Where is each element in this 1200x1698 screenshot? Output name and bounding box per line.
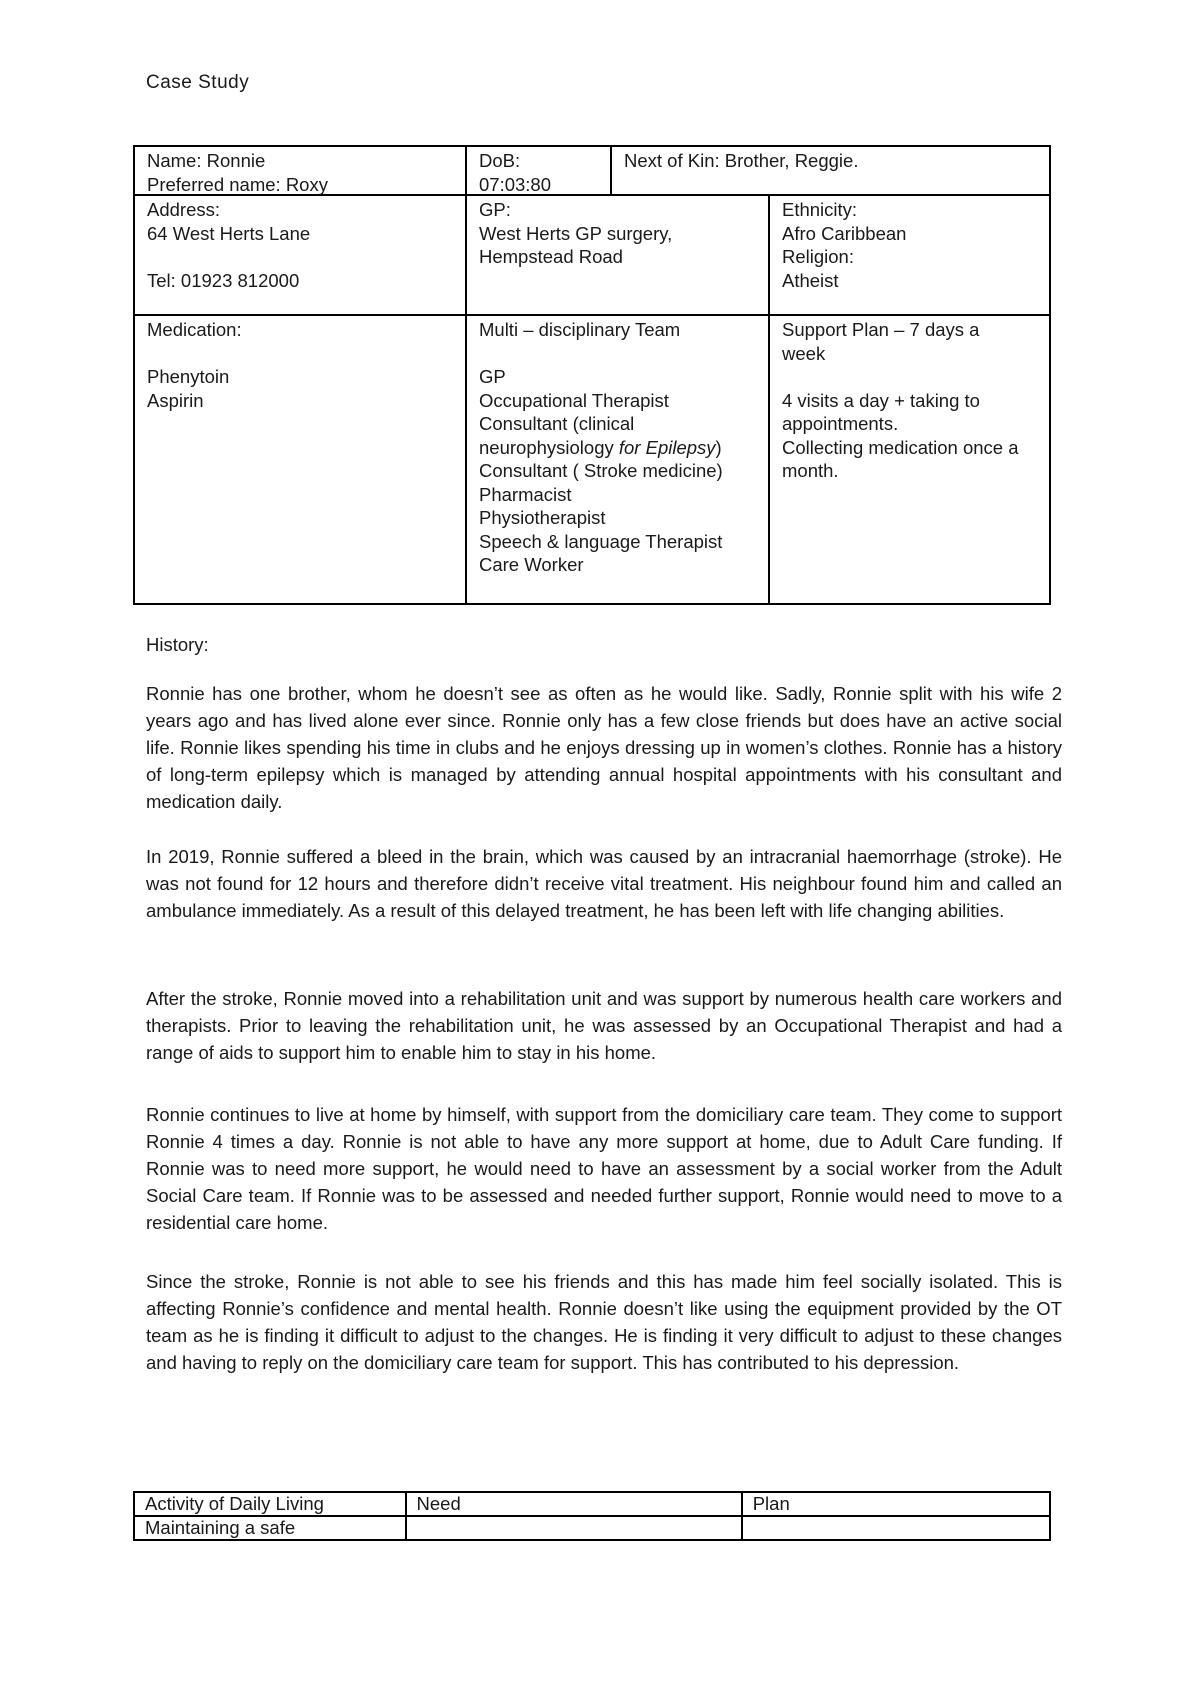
- support-plan-label: week: [782, 342, 826, 364]
- support-plan-label: Support Plan – 7 days a: [782, 319, 980, 340]
- support-plan-cell: [770, 316, 1049, 485]
- religion-value: Atheist: [782, 269, 839, 291]
- history-paragraph-text: Ronnie has one brother, whom he doesn’t see as often as he would like. Sadly, Ronnie split with his wife 2 years ago and has lived alone ever since. Ronnie only has a few close friends but does have an active social life. Ronnie likes spending his time in clubs and he enjoys dressing up in women’s clothes. Ronnie has a history of long-term epilepsy which is managed by attending annual hospital appointments with his consultant and medication daily.: [146, 683, 1062, 812]
- table-row: [134, 1516, 1050, 1540]
- team-member-text: neurophysiology: [479, 436, 619, 458]
- team-cell: [467, 316, 768, 579]
- page-title: Case Study: [146, 72, 250, 93]
- team-member: [479, 436, 756, 460]
- ethnicity-label: Ethnicity:: [782, 199, 858, 220]
- support-plan-detail: Collecting medication once a: [782, 436, 1019, 458]
- gp-surgery: West Herts GP surgery,: [479, 222, 673, 244]
- support-plan-detail: 4 visits a day + taking to: [782, 389, 980, 411]
- team-member: Care Worker: [479, 554, 584, 575]
- address-label: Address:: [147, 199, 221, 220]
- team-member-italic: for Epilepsy: [618, 436, 716, 458]
- team-member: Consultant (clinical: [479, 413, 635, 434]
- support-plan-detail: month.: [782, 460, 839, 481]
- team-member: Physiotherapist: [479, 507, 606, 528]
- table-header-row: [134, 1492, 1050, 1516]
- history-paragraph: [146, 1101, 1062, 1236]
- history-paragraph-text: Ronnie continues to live at home by himself, with support from the domiciliary care team. They come to support Ronnie 4 times a day. Ronnie is not able to have any more support at home, due to Adult Care funding. If Ronnie was to need more support, he would need to have an assessment by a social worker from the Adult Social Care team. If Ronnie was to be assessed and needed further support, Ronnie would need to move to a residential care home.: [146, 1104, 1062, 1233]
- next-of-kin-text: Next of Kin: Brother, Reggie.: [624, 150, 859, 171]
- adl-table: [133, 1491, 1051, 1541]
- history-paragraph-text: Since the stroke, Ronnie is not able to see his friends and this has made him feel socially isolated. This is affecting Ronnie’s confidence and mental health. Ronnie doesn’t like using the equipment provided by the OT team as he is finding it difficult to adjust to the changes. He is finding it very difficult to adjust to these changes and having to reply on the domiciliary care team for support. This has contributed to his depression.: [146, 1271, 1062, 1373]
- telephone-text: Tel: 01923 812000: [147, 269, 300, 291]
- gp-cell: [467, 196, 768, 271]
- team-label: Multi – disciplinary Team: [479, 319, 681, 340]
- gp-road: Hempstead Road: [479, 246, 623, 267]
- medication-cell: [135, 316, 465, 414]
- history-paragraph: [146, 985, 1062, 1066]
- ethnicity-value: Afro Caribbean: [782, 222, 907, 244]
- table-header-cell: Activity of Daily Living: [134, 1492, 406, 1516]
- table-cell: [742, 1516, 1050, 1540]
- history-paragraph-text: After the stroke, Ronnie moved into a rehabilitation unit and was support by numerous health care workers and therapists. Prior to leaving the rehabilitation unit, he was assessed by an Occupational Therapist and had a range of aids to support him to enable him to stay in his home.: [146, 988, 1062, 1063]
- team-member: Pharmacist: [479, 483, 572, 505]
- address-value: 64 West Herts Lane: [147, 222, 311, 244]
- gp-label: GP:: [479, 199, 511, 220]
- team-member: Occupational Therapist: [479, 389, 669, 411]
- table-cell: Maintaining a safe: [134, 1516, 406, 1540]
- name-cell: [135, 147, 465, 198]
- history-paragraph-text: In 2019, Ronnie suffered a bleed in the brain, which was caused by an intracranial haemorrhage (stroke). He was not found for 12 hours and therefore didn’t receive vital treatment. His neighbour found him and called an ambulance immediately. As a result of this delayed treatment, he has been left with life changing abilities.: [146, 846, 1062, 921]
- team-member: Speech & language Therapist: [479, 530, 723, 552]
- history-paragraph: [146, 1268, 1062, 1376]
- dob-cell: [467, 147, 610, 198]
- table-header-cell: Plan: [742, 1492, 1050, 1516]
- dob-value: 07:03:80: [479, 173, 552, 195]
- medication-label: Medication:: [147, 319, 242, 340]
- preferred-name-text: Preferred name: Roxy: [147, 173, 328, 195]
- name-text: Name: Ronnie: [147, 150, 266, 171]
- ethnicity-cell: [770, 196, 1049, 294]
- religion-label: Religion:: [782, 246, 854, 267]
- address-cell: [135, 196, 465, 294]
- support-plan-detail: appointments.: [782, 413, 899, 434]
- team-member: GP: [479, 366, 506, 387]
- team-member: Consultant ( Stroke medicine): [479, 460, 723, 481]
- profile-table: [133, 145, 1051, 605]
- history-paragraph: [146, 680, 1062, 815]
- history-paragraph: [146, 843, 1062, 924]
- history-label: History:: [146, 634, 209, 655]
- table-header-cell: Need: [406, 1492, 742, 1516]
- dob-label: DoB:: [479, 150, 521, 171]
- table-cell: [406, 1516, 742, 1540]
- next-of-kin-cell: [612, 147, 1049, 175]
- team-member-text: ): [715, 436, 722, 458]
- medication-item: Phenytoin: [147, 366, 230, 387]
- medication-item: Aspirin: [147, 389, 204, 411]
